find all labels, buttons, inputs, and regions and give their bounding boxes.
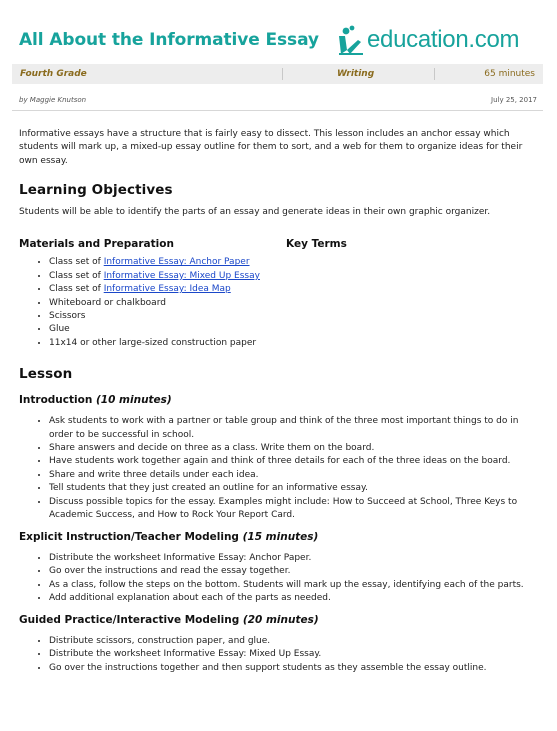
list-item: • Distribute the worksheet Informative Essay: Anchor Paper. bbox=[49, 552, 539, 565]
materials-row bbox=[19, 238, 539, 251]
list-item: • 11x14 or other large-sized construction paper bbox=[49, 337, 539, 350]
lesson-heading: Lesson bbox=[19, 366, 73, 383]
mixed-up-essay-link[interactable]: Informative Essay: Mixed Up Essay bbox=[103, 270, 260, 281]
lesson-content bbox=[19, 128, 539, 675]
subject-label: Writing bbox=[337, 69, 375, 79]
introduction-heading: Introduction (10 minutes) bbox=[19, 393, 172, 406]
meta-divider bbox=[282, 68, 283, 80]
meta-divider bbox=[434, 68, 435, 80]
explicit-instruction-list bbox=[19, 552, 539, 606]
anchor-paper-link[interactable]: Informative Essay: Anchor Paper bbox=[103, 257, 250, 268]
list-item: • Share answers and decide on three as a class. Write them on the board. bbox=[49, 442, 539, 455]
list-item: • Distribute the worksheet Informative Essay: Mixed Up Essay. bbox=[49, 648, 539, 661]
lesson-meta-bar bbox=[12, 64, 543, 84]
materials-list bbox=[19, 256, 539, 350]
list-item: • Add additional explanation about each of the parts as needed. bbox=[49, 592, 539, 605]
author-byline: by Maggie Knutson bbox=[19, 96, 87, 104]
list-item: • Have students work together again and think of three details for each of the three ideas on the board. bbox=[49, 455, 539, 468]
list-item: • Tell students that they just created an outline for an informative essay. bbox=[49, 482, 539, 495]
guided-practice-heading: Guided Practice/Interactive Modeling (20 minutes) bbox=[19, 614, 319, 627]
education-logo[interactable] bbox=[336, 24, 519, 56]
logo-wordmark: education.com bbox=[367, 26, 520, 53]
list-item: • Share and write three details under each idea. bbox=[49, 469, 539, 482]
list-item: • As a class, follow the steps on the bottom. Students will mark up the essay, identifying each of the parts. bbox=[49, 579, 539, 592]
reading-figure-icon bbox=[336, 24, 366, 56]
introduction-list bbox=[19, 415, 539, 522]
list-item: • Go over the instructions together and then support students as they assemble the essay outline. bbox=[49, 662, 539, 675]
list-item: • Discuss possible topics for the essay. Examples might include: How to Succeed at School, Three Keys to Academic Success, and How to Rock Your Report Card. bbox=[49, 496, 539, 523]
list-item: • Ask students to work with a partner or table group and think of the three most important things to do in order to be successful in school. bbox=[49, 415, 539, 442]
page-title: All About the Informative Essay bbox=[19, 30, 319, 50]
list-item: • Whiteboard or chalkboard bbox=[49, 297, 539, 310]
grade-label: Fourth Grade bbox=[20, 69, 87, 79]
list-item: • Distribute scissors, construction paper, and glue. bbox=[49, 635, 539, 648]
guided-practice-list bbox=[19, 635, 539, 675]
intro-paragraph: Informative essays have a structure that is fairly easy to dissect. This lesson includes an anchor essay which students will mark up, a mixed-up essay outline for them to sort, and a web for them to organize ideas for their own essay. bbox=[19, 129, 523, 166]
header-divider bbox=[12, 110, 543, 111]
list-item: • Scissors bbox=[49, 310, 539, 323]
objectives-heading: Learning Objectives bbox=[19, 182, 173, 199]
key-terms-heading: Key Terms bbox=[286, 238, 347, 251]
list-item: • Class set of Informative Essay: Idea Map bbox=[49, 283, 539, 296]
list-item: • Go over the instructions and read the essay together. bbox=[49, 565, 539, 578]
explicit-instruction-heading: Explicit Instruction/Teacher Modeling (15 minutes) bbox=[19, 531, 319, 544]
list-item: • Class set of Informative Essay: Mixed Up Essay bbox=[49, 270, 539, 283]
materials-heading: Materials and Preparation bbox=[19, 238, 174, 251]
duration-label: 65 minutes bbox=[484, 69, 535, 79]
idea-map-link[interactable]: Informative Essay: Idea Map bbox=[103, 284, 231, 295]
list-item: • Class set of Informative Essay: Anchor Paper bbox=[49, 256, 539, 269]
publish-date: July 25, 2017 bbox=[491, 96, 537, 104]
page-header bbox=[0, 0, 557, 62]
objectives-text: Students will be able to identify the parts of an essay and generate ideas in their own graphic organizer. bbox=[19, 206, 491, 217]
list-item: • Glue bbox=[49, 323, 539, 336]
